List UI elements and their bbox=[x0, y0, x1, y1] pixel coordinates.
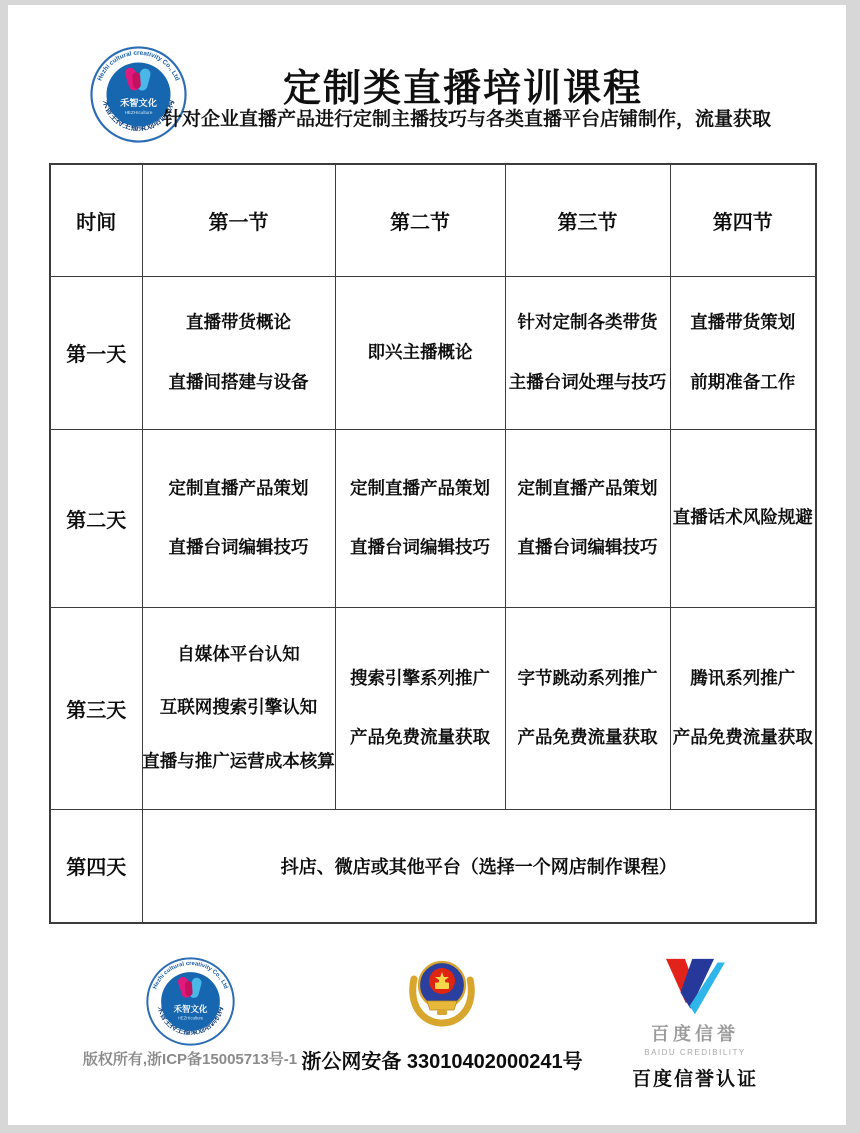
schedule-cell bbox=[142, 276, 335, 429]
col-header-time: 时间 bbox=[50, 164, 142, 276]
cell-line: 产品免费流量获取 bbox=[350, 727, 490, 747]
course-schedule-table bbox=[49, 163, 817, 924]
cell-line: 定制直播产品策划 bbox=[168, 477, 309, 498]
page-title: 定制类直播培训课程 bbox=[282, 68, 643, 110]
baidu-cert-text: 百度信誉认证 bbox=[631, 1069, 758, 1090]
cell-line: 直播与推广运营成本核算 bbox=[142, 750, 335, 771]
table-row-day1 bbox=[50, 276, 816, 429]
cell-line: 产品免费流量获取 bbox=[517, 727, 658, 747]
cell-line: 产品免费流量获取 bbox=[672, 727, 813, 747]
cell-line: 直播带货概论 bbox=[186, 312, 291, 333]
cell-line: 直播间搭建与设备 bbox=[168, 371, 309, 392]
schedule-cell bbox=[505, 429, 670, 607]
cell-line: 直播台词编辑技巧 bbox=[517, 537, 658, 557]
row-label-day1: 第一天 bbox=[50, 276, 142, 429]
cell-line: 主播台词处理与技巧 bbox=[508, 371, 667, 392]
row-label-day2: 第二天 bbox=[50, 429, 142, 607]
cell-line: 腾讯系列推广 bbox=[690, 667, 796, 688]
cell-line: 直播带货策划 bbox=[690, 312, 796, 333]
schedule-cell bbox=[670, 429, 816, 607]
row-label-day3: 第三天 bbox=[50, 607, 142, 809]
schedule-cell bbox=[505, 607, 670, 809]
cell-line: 前期准备工作 bbox=[690, 371, 796, 392]
cell-line: 直播台词编辑技巧 bbox=[350, 537, 490, 557]
cell-line: 搜索引擎系列推广 bbox=[350, 667, 490, 688]
col-header-lesson1: 第一节 bbox=[142, 164, 335, 276]
col-header-lesson2: 第二节 bbox=[335, 164, 505, 276]
baidu-credibility-cn: 百度信誉 bbox=[651, 1024, 739, 1044]
cell-line: 互联网搜索引擎认知 bbox=[159, 697, 318, 718]
cell-line: 即兴主播概论 bbox=[367, 341, 473, 362]
schedule-cell bbox=[335, 607, 505, 809]
baidu-credibility-en: BAIDU CREDIBILITY bbox=[644, 1048, 746, 1057]
table-header-row bbox=[50, 164, 816, 276]
police-filing-text: 浙公网安备 33010402000241号 bbox=[301, 1051, 583, 1073]
page bbox=[8, 5, 846, 1125]
schedule-cell bbox=[670, 276, 816, 429]
table-row-day3 bbox=[50, 607, 816, 809]
schedule-cell-merged: 抖店、微店或其他平台（选择一个网店制作课程） bbox=[142, 809, 816, 923]
page-subtitle: 针对企业直播产品进行定制主播技巧与各类直播平台店铺制作，流量获取 bbox=[162, 109, 771, 130]
schedule-cell bbox=[142, 607, 335, 809]
schedule-cell bbox=[670, 607, 816, 809]
icp-filing-text: 版权所有,浙ICP备15005713号-1 bbox=[82, 1051, 298, 1068]
cell-line: 针对定制各类带货 bbox=[517, 312, 658, 333]
cell-line: 字节跳动系列推广 bbox=[517, 667, 658, 688]
row-label-day4: 第四天 bbox=[50, 809, 142, 923]
schedule-cell bbox=[142, 429, 335, 607]
table-row-day2 bbox=[50, 429, 816, 607]
cell-line: 直播话术风险规避 bbox=[672, 507, 813, 528]
cell-line: 自媒体平台认知 bbox=[177, 644, 300, 665]
baidu-credibility-block bbox=[615, 958, 775, 1091]
col-header-lesson3: 第三节 bbox=[505, 164, 670, 276]
schedule-cell bbox=[505, 276, 670, 429]
schedule-cell bbox=[335, 276, 505, 429]
cell-line: 直播台词编辑技巧 bbox=[168, 537, 309, 557]
schedule-cell bbox=[335, 429, 505, 607]
table-row-day4 bbox=[50, 809, 816, 923]
cell-line: 定制直播产品策划 bbox=[350, 477, 490, 498]
col-header-lesson4: 第四节 bbox=[670, 164, 816, 276]
police-badge-icon bbox=[406, 955, 478, 1031]
cell-line: 定制直播产品策划 bbox=[517, 477, 658, 498]
baidu-credibility-icon bbox=[656, 958, 734, 1016]
footer-company-logo-icon bbox=[146, 957, 235, 1046]
